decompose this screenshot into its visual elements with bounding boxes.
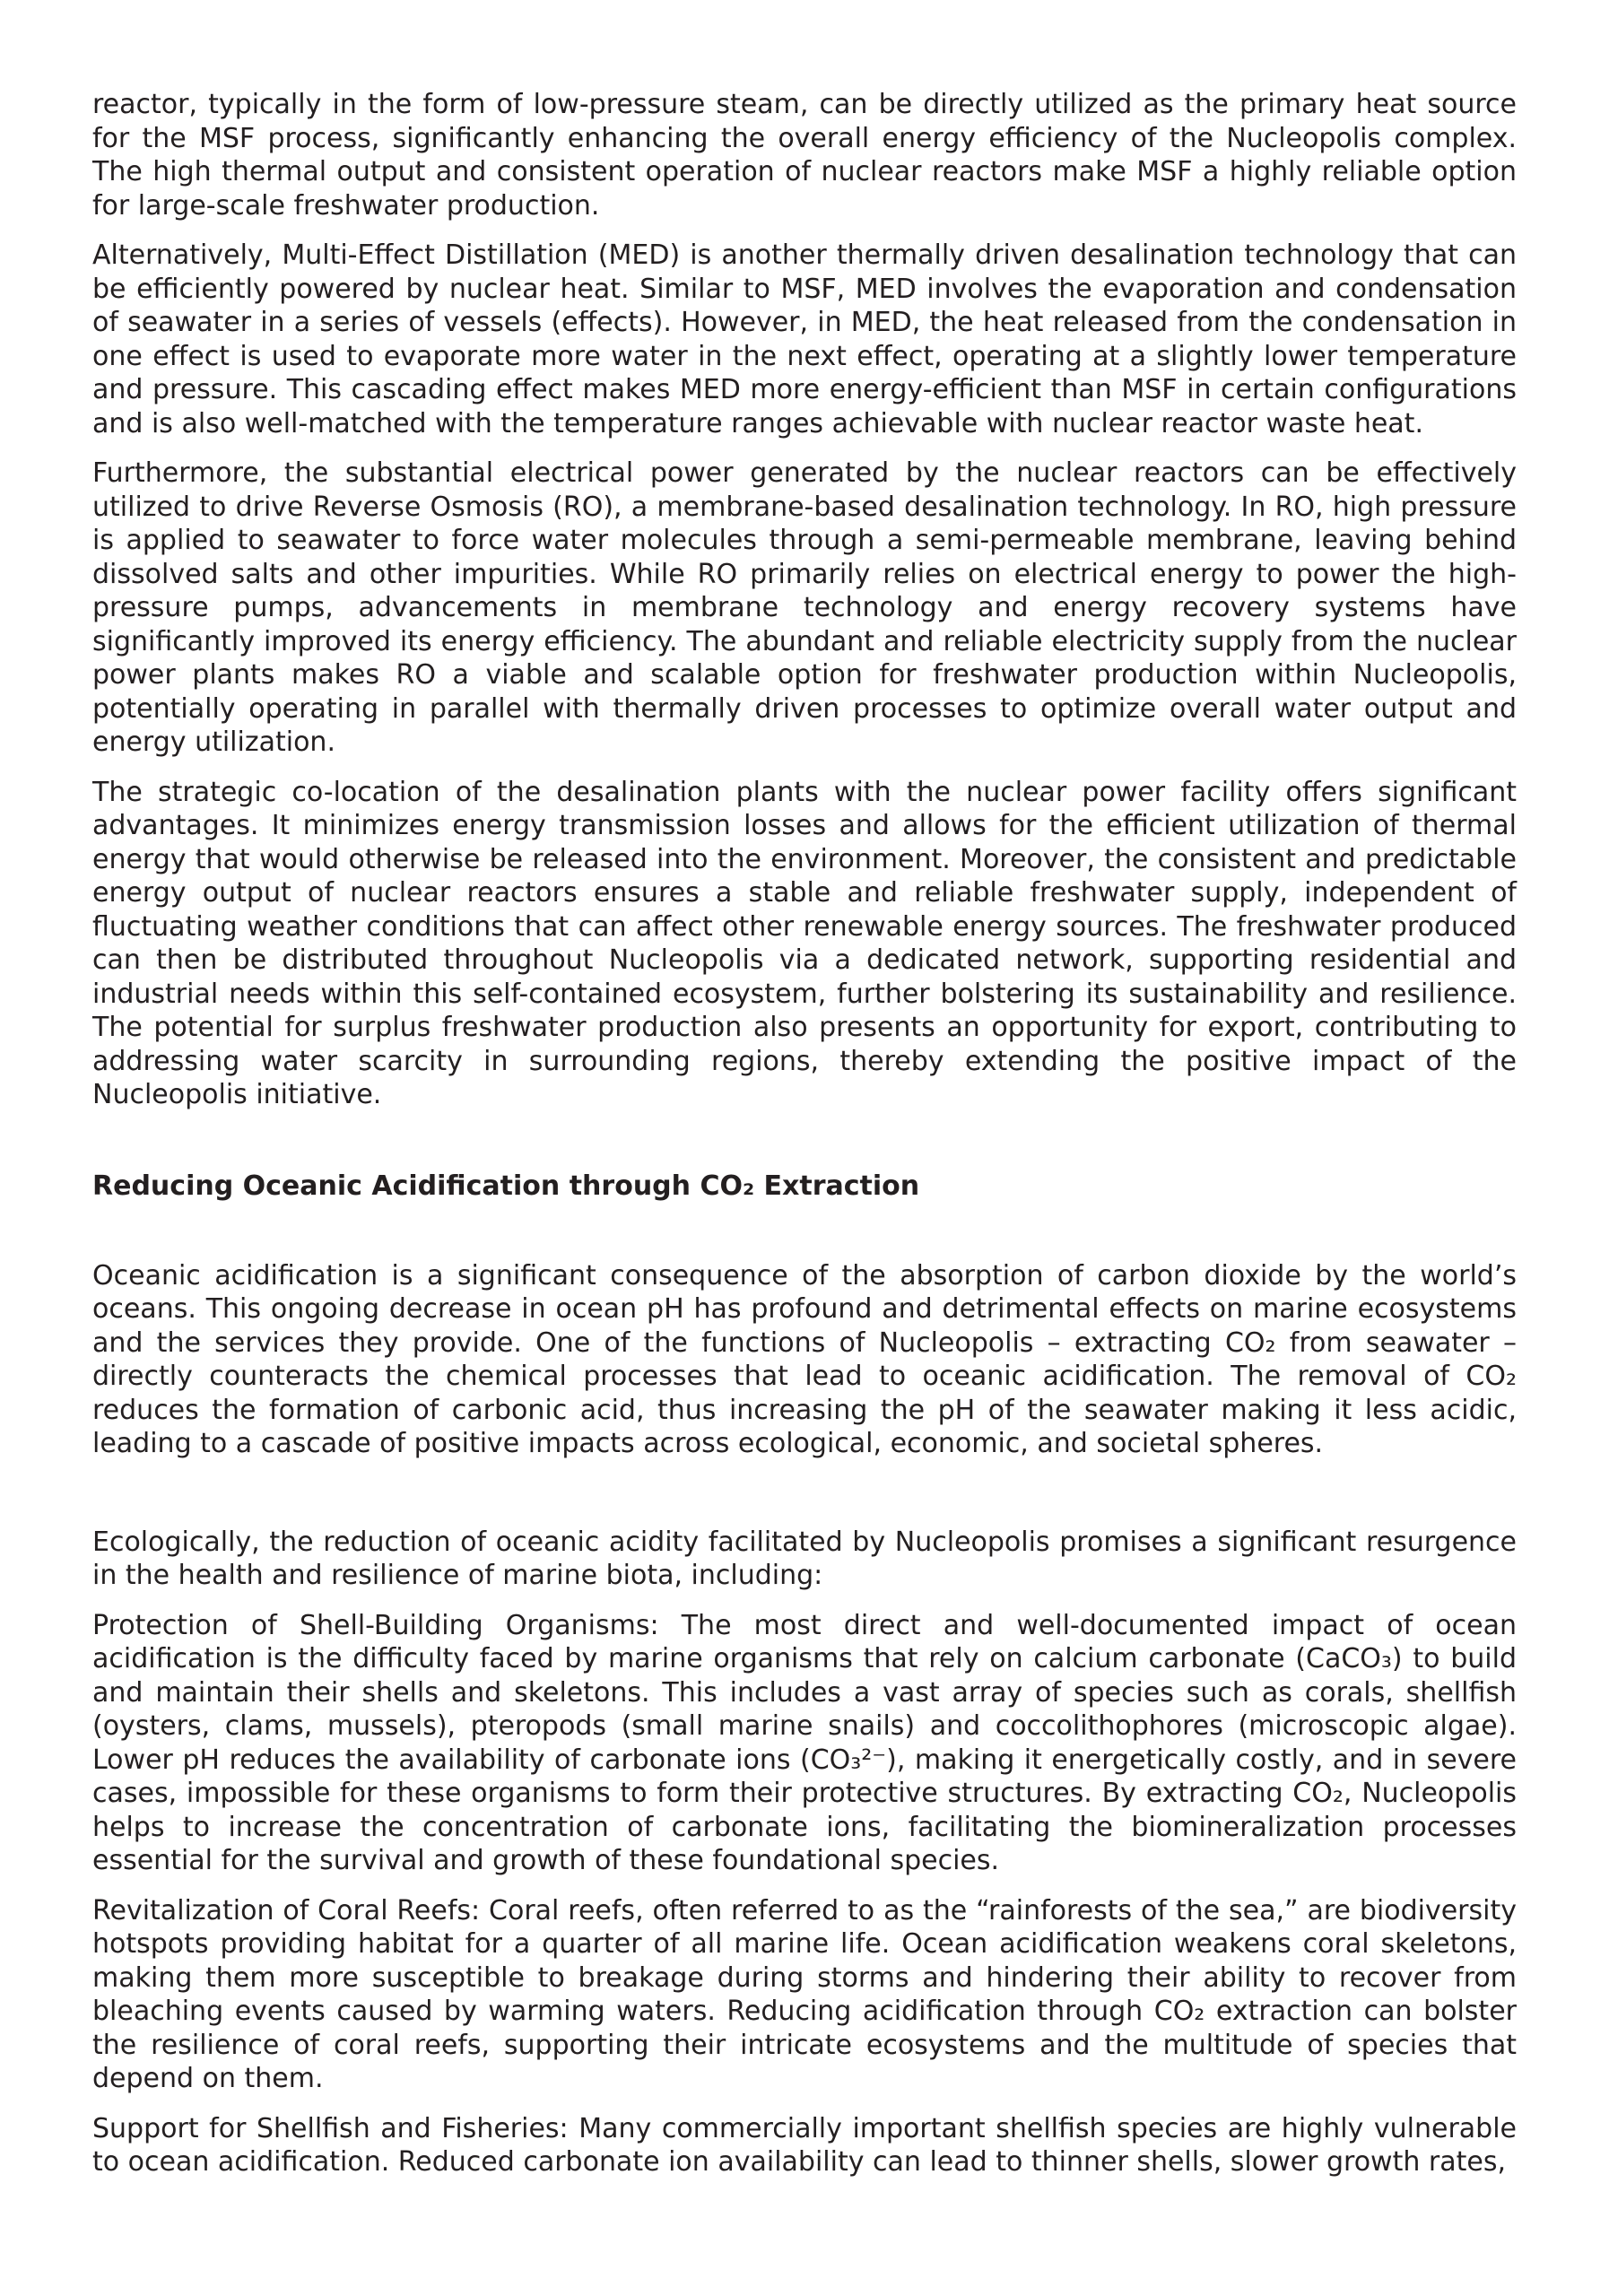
paragraph-msf: reactor, typically in the form of low-pressure steam, can be directly utilized as the primary heat source for the MSF process, significantly enhancing the overall energy efficiency of the Nucleopolis complex. The high thermal output and consistent operation of nuclear reactors make MSF a highly reliable option for large-scale freshwater production. bbox=[92, 89, 1517, 222]
paragraph-coral-reefs: Revitalization of Coral Reefs: Coral reefs, often referred to as the “rainforests of the sea,” are biodiversity hotspots providing habitat for a quarter of all marine life. Ocean acidification weakens coral skeletons, making them more susceptible to breakage during storms and hindering their ability to recover from bleaching events caused by warming waters. Reducing acidification through CO₂ extraction can bolster the resilience of coral reefs, supporting their intricate ecosystems and the multitude of species that depend on them. bbox=[92, 1894, 1517, 2094]
paragraph-shellfish: Support for Shellfish and Fisheries: Many commercially important shellfish species are highly vulnerable to ocean acidification. Reduced carbonate ion availability can lead to thinner shells, slower growth rates, bbox=[92, 2112, 1517, 2178]
paragraph-ecology: Ecologically, the reduction of oceanic acidity facilitated by Nucleopolis promises a significant resurgence in the health and resilience of marine biota, including: bbox=[92, 1526, 1517, 1591]
paragraph-med: Alternatively, Multi-Effect Distillation (MED) is another thermally driven desalination technology that can be efficiently powered by nuclear heat. Similar to MSF, MED involves the evaporation and condensation of seawater in a series of vessels (effects). However, in MED, the heat released from the condensation in one effect is used to evaporate more water in the next effect, operating at a slightly lower temperature and pressure. This cascading effect makes MED more energy-efficient than MSF in certain configurations and is also well-matched with the temperature ranges achievable with nuclear reactor waste heat. bbox=[92, 239, 1517, 439]
paragraph-shell-building: Protection of Shell-Building Organisms: The most direct and well-documented impact of ocean acidification is the difficulty faced by marine organisms that rely on calcium carbonate (CaCO₃) to build and maintain their shells and skeletons. This includes a vast array of species such as corals, shellfish (oysters, clams, mussels), pteropods (small marine snails) and coccolithophores (microscopic algae). Lower pH reduces the availability of carbonate ions (CO₃²⁻), making it energetically costly, and in severe cases, impossible for these organisms to form their protective structures. By extracting CO₂, Nucleopolis helps to increase the concentration of carbonate ions, facilitating the biomineralization processes essential for the survival and growth of these foundational species. bbox=[92, 1609, 1517, 1876]
document-page bbox=[92, 88, 1517, 2196]
paragraph-colocation: The strategic co-location of the desalination plants with the nuclear power facility offers significant advantages. It minimizes energy transmission losses and allows for the efficient utilization of thermal energy that would otherwise be released into the environment. Moreover, the consistent and predictable energy output of nuclear reactors ensures a stable and reliable freshwater supply, independent of fluctuating weather conditions that can affect other renewable energy sources. The freshwater produced can then be distributed throughout Nucleopolis via a dedicated network, supporting residential and industrial needs within this self-contained ecosystem, further bolstering its sustainability and resilience. The potential for surplus freshwater production also presents an opportunity for export, contributing to addressing water scarcity in surrounding regions, thereby extending the positive impact of the Nucleopolis initiative. bbox=[92, 776, 1517, 1110]
paragraph-acidification-intro: Oceanic acidification is a significant consequence of the absorption of carbon dioxide by the world’s oceans. This ongoing decrease in ocean pH has profound and detrimental effects on marine ecosystems and the services they provide. One of the functions of Nucleopolis – extracting CO₂ from seawater – directly counteracts the chemical processes that lead to oceanic acidification. The removal of CO₂ reduces the formation of carbonic acid, thus increasing the pH of the seawater making it less acidic, leading to a cascade of positive impacts across ecological, economic, and societal spheres. bbox=[92, 1259, 1517, 1459]
section-heading: Reducing Oceanic Acidification through CO₂ Extraction bbox=[92, 1170, 920, 1202]
paragraph-ro: Furthermore, the substantial electrical power generated by the nuclear reactors can be effectively utilized to drive Reverse Osmosis (RO), a membrane-based desalination technology. In RO, high pressure is applied to seawater to force water molecules through a semi-permeable membrane, leaving behind dissolved salts and other impurities. While RO primarily relies on electrical energy to power the high-pressure pumps, advancements in membrane technology and energy recovery systems have significantly improved its energy efficiency. The abundant and reliable electricity supply from the nuclear power plants makes RO a viable and scalable option for freshwater production within Nucleopolis, potentially operating in parallel with thermally driven processes to optimize overall water output and energy utilization. bbox=[92, 457, 1517, 758]
